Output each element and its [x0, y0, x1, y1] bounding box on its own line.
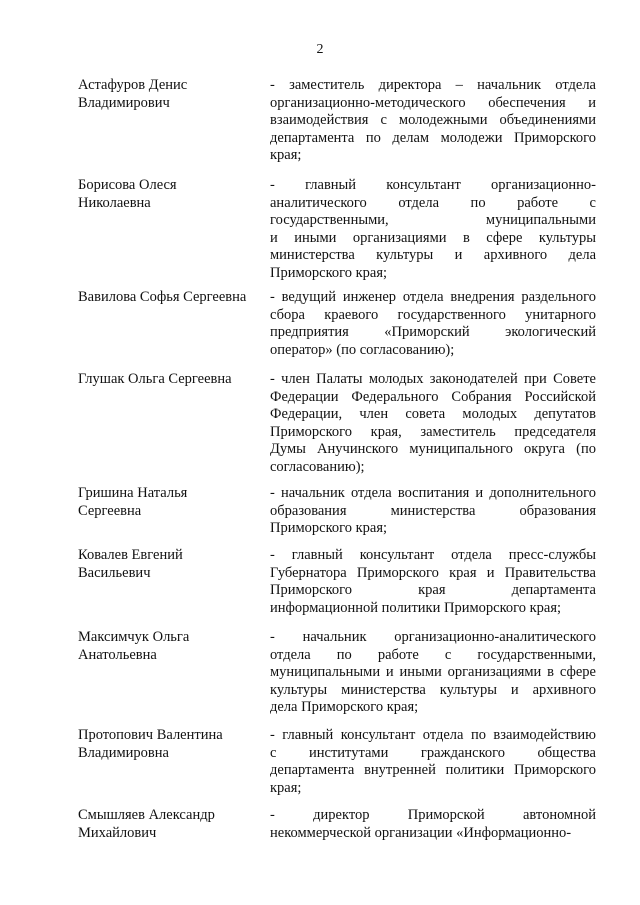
- list-item: [78, 289, 596, 359]
- member-position-line: предприятия «Приморский экологический: [270, 324, 596, 341]
- member-name-line: Протопович Валентина: [78, 727, 223, 743]
- member-name: [78, 371, 268, 389]
- list-item: [78, 485, 596, 538]
- member-position-line: Федерации Федерального Собрания Российской: [270, 388, 596, 405]
- member-position-line: - начальник отдела воспитания и дополнительного: [270, 485, 596, 501]
- member-position-line: края;: [270, 779, 302, 796]
- list-item: [78, 547, 596, 617]
- member-position-line: Приморского края;: [270, 520, 388, 537]
- member-position-line: некоммерческой организации «Информационно-: [270, 824, 572, 841]
- list-item: [78, 371, 596, 477]
- member-position: [270, 485, 596, 538]
- member-name-line: Глушак Ольга Сергеевна: [78, 371, 232, 387]
- member-position-line: организационно-методического обеспечения и: [270, 94, 596, 111]
- member-name-line: Астафуров Денис: [78, 77, 188, 93]
- member-position-line: дела Приморского края;: [270, 699, 419, 716]
- member-name: [78, 77, 268, 112]
- member-name: [78, 485, 268, 520]
- member-position-line: и иными организациями в сфере культуры: [270, 229, 596, 246]
- member-position-line: - ведущий инженер отдела внедрения раздельного: [270, 289, 596, 305]
- member-name-line: Владимирович: [78, 94, 170, 111]
- member-position-line: отдела по работе с государственными,: [270, 646, 596, 663]
- member-position-line: - заместитель директора – начальник отдела: [270, 77, 596, 93]
- member-position-line: информационной политики Приморского края;: [270, 599, 562, 616]
- list-item: [78, 727, 596, 797]
- member-position-line: аналитического отдела по работе с: [270, 194, 596, 211]
- member-position-line: Федерации, член совета молодых депутатов: [270, 406, 596, 423]
- member-position-line: - главный консультант отдела по взаимодействию: [270, 727, 596, 743]
- member-name-line: Смышляев Александр: [78, 807, 215, 823]
- member-position-line: образования министерства образования: [270, 502, 596, 519]
- member-name-line: Ковалев Евгений: [78, 547, 183, 563]
- member-position-line: государственными, муниципальными: [270, 212, 596, 229]
- member-name-line: Гришина Наталья: [78, 485, 188, 501]
- member-position-line: культуры министерства культуры и архивного: [270, 681, 596, 698]
- member-position-line: Думы Анучинского муниципального округа (по: [270, 441, 596, 458]
- member-position-line: - начальник организационно-аналитического: [270, 629, 596, 645]
- member-position-line: взаимодействия с молодежными объединениями: [270, 112, 596, 129]
- member-position: [270, 807, 596, 842]
- member-position-line: департамента внутренней политики Приморского: [270, 762, 596, 779]
- list-item: [78, 77, 596, 165]
- member-position-line: департамента по делам молодежи Приморского: [270, 129, 596, 146]
- member-name-line: Владимировна: [78, 744, 169, 761]
- member-position-line: Приморского края;: [270, 264, 388, 281]
- member-position-line: согласованию);: [270, 458, 365, 475]
- member-position: [270, 629, 596, 717]
- member-name: [78, 547, 268, 582]
- member-position-line: муниципальными и иными организациями в сфере: [270, 664, 596, 681]
- member-name-line: Анатольевна: [78, 646, 157, 663]
- member-position-line: Приморского края департамента: [270, 582, 596, 599]
- member-name-line: Михайлович: [78, 824, 157, 841]
- member-position-line: - главный консультант организационно-: [270, 177, 596, 193]
- member-position-line: - главный консультант отдела пресс-службы: [270, 547, 596, 563]
- member-name: [78, 629, 268, 664]
- page-number: 2: [316, 42, 324, 57]
- member-name-line: Максимчук Ольга: [78, 629, 190, 645]
- member-position: [270, 77, 596, 165]
- member-name-line: Николаевна: [78, 194, 151, 211]
- member-position: [270, 371, 596, 477]
- member-position: [270, 177, 596, 283]
- member-name-line: Васильевич: [78, 564, 151, 581]
- member-name: [78, 727, 268, 762]
- member-name-line: Борисова Олеся: [78, 177, 177, 193]
- member-position-line: Приморского края, заместитель председателя: [270, 423, 596, 440]
- list-item: [78, 629, 596, 717]
- list-item: [78, 177, 596, 283]
- member-position-line: - член Палаты молодых законодателей при Совете: [270, 371, 596, 387]
- member-position-line: министерства культуры и архивного дела: [270, 247, 596, 264]
- member-name-line: Сергеевна: [78, 502, 142, 519]
- member-position-line: Губернатора Приморского края и Правительства: [270, 564, 596, 581]
- member-position-line: сбора краевого государственного унитарного: [270, 306, 596, 323]
- member-position-line: с институтами гражданского общества: [270, 744, 596, 761]
- member-position-line: - директор Приморской автономной: [270, 807, 596, 823]
- member-name: [78, 177, 268, 212]
- member-name-line: Вавилова Софья Сергеевна: [78, 289, 247, 305]
- member-position: [270, 727, 596, 797]
- member-name: [78, 807, 268, 842]
- list-item: [78, 807, 596, 842]
- member-position: [270, 547, 596, 617]
- member-position-line: края;: [270, 147, 302, 164]
- member-position: [270, 289, 596, 359]
- member-position-line: оператор» (по согласованию);: [270, 341, 455, 358]
- member-name: [78, 289, 268, 307]
